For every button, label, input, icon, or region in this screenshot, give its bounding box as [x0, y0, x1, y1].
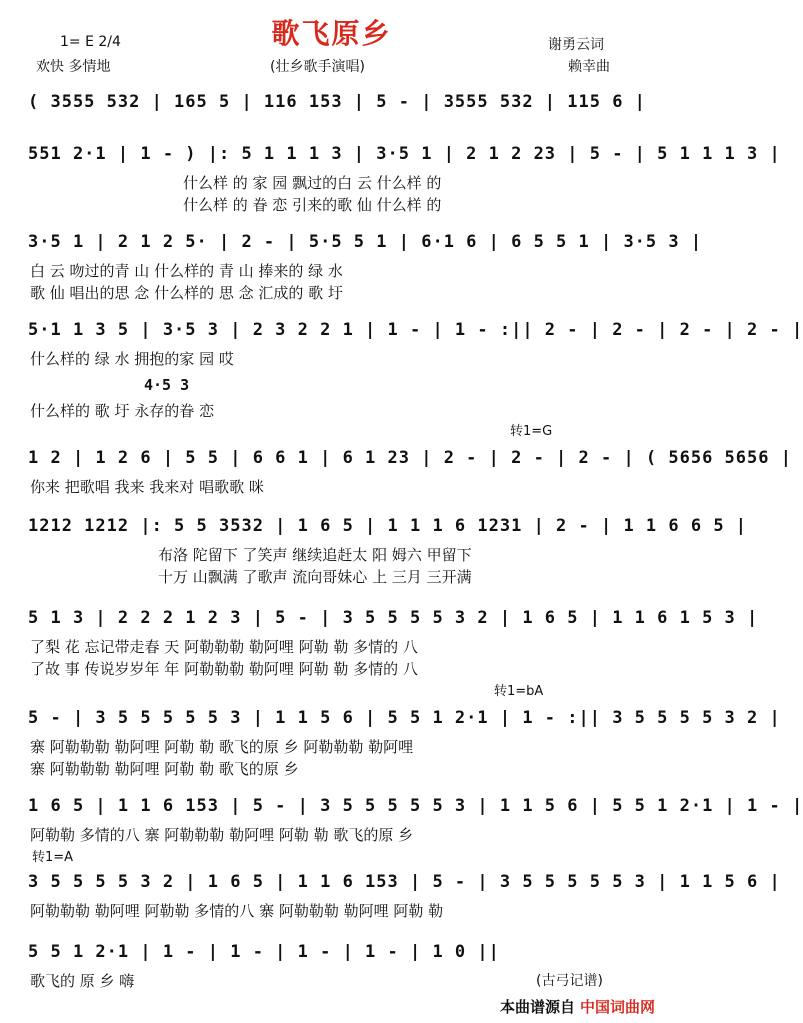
notation-line: 5·1 1 3 5 | 3·5 3 | 2 3 2 2 1 | 1 - | 1 - :|| 2 - | 2 - | 2 - | 2 - | — [28, 320, 803, 340]
notation-line: 1 6 5 | 1 1 6 153 | 5 - | 3 5 5 5 5 5 3 | 1 1 5 6 | 5 5 1 2·1 | 1 - | — [28, 796, 803, 816]
notation-line: 551 2·1 | 1 - ) |: 5 1 1 1 3 | 3·5 1 | 2 1 2 23 | 5 - | 5 1 1 1 3 | — [28, 144, 781, 164]
lyric-verse-1: 阿勒勒勒 勒阿哩 阿勒勒 多情的八 寨 阿勒勒勒 勒阿哩 阿勒 勒 — [30, 902, 444, 920]
lyric-verse-1: 你来 把歌唱 我来 我来对 唱歌歌 咪 — [30, 478, 264, 496]
notation-line: 5 1 3 | 2 2 2 1 2 3 | 5 - | 3 5 5 5 5 3 2 | 1 6 5 | 1 1 6 1 5 3 | — [28, 608, 759, 628]
notation-line: 3·5 1 | 2 1 2 5· | 2 - | 5·5 5 1 | 6·1 6 | 6 5 5 1 | 3·5 3 | — [28, 232, 703, 252]
lyric-verse-2: 寨 阿勒勒勒 勒阿哩 阿勒 勒 歌飞的原 乡 — [30, 760, 299, 778]
lyric-verse-2: 了故 事 传说岁岁年 年 阿勒勒勒 勒阿哩 阿勒 勒 多情的 八 — [30, 660, 418, 678]
lyric-verse-1: 阿勒勒 多情的八 寨 阿勒勒勒 勒阿哩 阿勒 勒 歌飞的原 乡 — [30, 826, 414, 844]
lyric-verse-1: 什么样 的 家 园 飘过的白 云 什么样 的 — [183, 174, 442, 192]
lyric-verse-2: 歌 仙 唱出的思 念 什么样的 思 念 汇成的 歌 圩 — [30, 284, 343, 302]
song-title: 歌飞原乡 — [271, 17, 392, 50]
alt-notation: 4·5 3 — [144, 376, 190, 394]
notation-line: ( 3555 532 | 165 5 | 116 153 | 5 - | 3555 532 | 115 6 | — [28, 92, 646, 112]
source-label: 本曲谱源自 — [499, 998, 575, 1016]
key-change-note: 转1=A — [32, 850, 74, 865]
notation-line: 1 2 | 1 2 6 | 5 5 | 6 6 1 | 6 1 23 | 2 - | 2 - | 2 - | ( 5656 5656 | — [28, 448, 792, 468]
transcriber-note: (古弓记谱) — [536, 973, 603, 989]
lyric-verse-1: 寨 阿勒勒勒 勒阿哩 阿勒 勒 歌飞的原 乡 阿勒勒勒 勒阿哩 — [30, 738, 414, 756]
notation-line: 3 5 5 5 5 3 2 | 1 6 5 | 1 1 6 153 | 5 - | 3 5 5 5 5 5 3 | 1 1 5 6 | — [28, 872, 781, 892]
notation-line: 5 5 1 2·1 | 1 - | 1 - | 1 - | 1 - | 1 0 || — [28, 942, 500, 962]
lyric-verse-1: 歌飞的 原 乡 嗨 — [30, 972, 135, 990]
key-change-note: 转1=bA — [494, 684, 544, 699]
lyric-verse-1: 了梨 花 忘记带走春 天 阿勒勒勒 勒阿哩 阿勒 勒 多情的 八 — [30, 638, 418, 656]
notation-line: 5 - | 3 5 5 5 5 5 3 | 1 1 5 6 | 5 5 1 2·1 | 1 - :|| 3 5 5 5 5 3 2 | — [28, 708, 781, 728]
lyric-verse-2: 什么样的 歌 圩 永存的眷 恋 — [30, 402, 215, 420]
source-site-link[interactable]: 中国词曲网 — [579, 998, 655, 1016]
key-change-note: 转1=G — [510, 424, 553, 439]
composer-credit: 赖幸曲 — [568, 59, 610, 75]
lyric-verse-1: 布洛 陀留下 了笑声 继续追赶太 阳 姆六 甲留下 — [158, 546, 472, 564]
lyric-verse-1: 白 云 吻过的青 山 什么样的 青 山 捧来的 绿 水 — [30, 262, 343, 280]
notation-line: 1212 1212 |: 5 5 3532 | 1 6 5 | 1 1 1 6 1231 | 2 - | 1 1 6 6 5 | — [28, 516, 748, 536]
lyric-verse-2: 什么样 的 眷 恋 引来的歌 仙 什么样 的 — [183, 196, 442, 214]
key-signature: 1= E 2/4 — [60, 34, 121, 50]
tempo-marking: 欢快 多情地 — [36, 59, 111, 75]
lyric-verse-2: 十万 山飘满 了歌声 流向哥妹心 上 三月 三开满 — [158, 568, 472, 586]
performer-subtitle: (壮乡歌手演唱) — [270, 59, 365, 75]
lyric-verse-1: 什么样的 绿 水 拥抱的家 园 哎 — [30, 350, 234, 368]
lyricist-credit: 谢勇云词 — [548, 37, 604, 53]
